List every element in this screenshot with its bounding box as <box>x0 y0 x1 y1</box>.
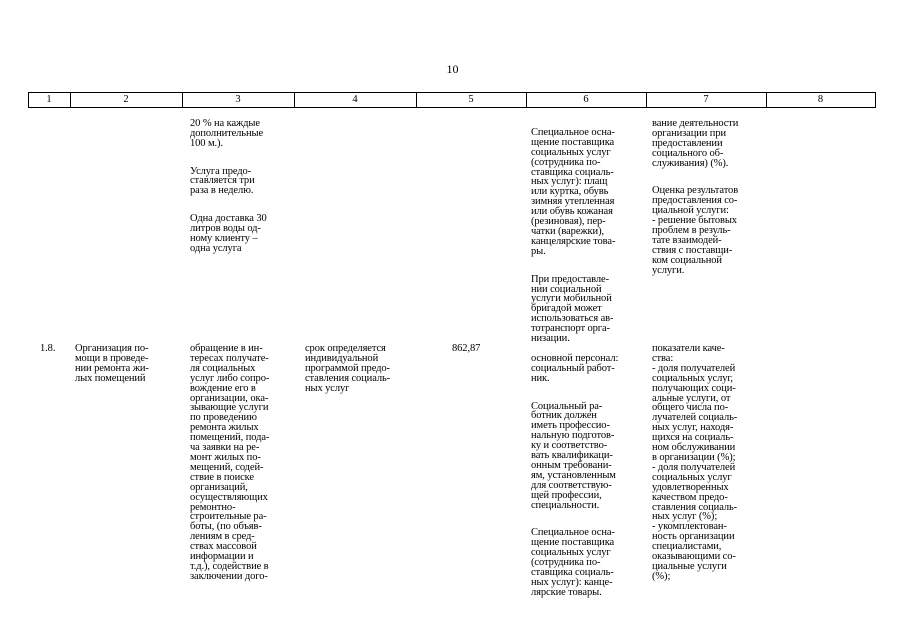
table-border-right <box>875 93 876 107</box>
service-name: Организация по- мощи в проведе- нии ремонта жи- лых помещений <box>75 343 149 384</box>
column-number: 6 <box>583 94 589 105</box>
paragraph: Специальное осна- щение поставщика социальных услуг (сотрудника по- ставщика социаль- ных услуг): плащ или куртка, обувь зимняя утепленная или обувь кожаная (резиновая), пер- чатки (варежки), канцелярские това- ры. <box>531 126 616 257</box>
row-number: 1.8. <box>40 343 56 354</box>
paragraph: Услуга предо- ставляется три раза в неделю. <box>190 165 255 197</box>
column-number: 5 <box>468 94 474 105</box>
table-header-row <box>28 92 876 108</box>
service-description: обращение в ин- тересах получате- ля социальных услуг либо сопро- вождение его в организации, ока- зывающие услуги по проведению ремонта жилых помещений, пода- ча заявки на ре- монт жилых по- мещений, содей- ствие в поиске организаций, осуществляющих ремонтно- строительные ра- боты, (по объяв- лениям в сред- ствах массовой информации и т.д.), содействие в заключении дого- <box>190 343 270 582</box>
paragraph: При предоставле- нии социальной услуги мобильной бригадой может использоваться ав- тотранспорт орга- низации. <box>531 273 614 345</box>
column-number: 2 <box>123 94 129 105</box>
service-conditions <box>531 344 641 608</box>
paragraph: Оценка результатов предоставления со- циальной услуги: - решение бытовых проблем в резуль- тате взаимодей- ствия с поставщи- ком социальной услуги. <box>652 185 739 276</box>
column-number: 4 <box>352 94 358 105</box>
page-number: 10 <box>446 62 459 76</box>
paragraph: вание деятельности организации при предоставлении социального об- служивания) (%). <box>652 117 739 169</box>
quality-indicators: показатели каче- ства: - доля получателей социальных услуг, получающих соци- альные услуги, от общего числа по- лучателей социаль- ных услуг, находя- щихся на социаль- ном обслуживании в организации (%); - доля получателей социальных услуг удовлетворенных качеством предо- ставления социаль- ных услуг (%); - укомплектован- ность организации специалистами, оказывающими со- циальные услуги (%); <box>652 343 738 582</box>
service-price: 862,87 <box>452 343 481 354</box>
service-term: срок определяется индивидуальной программой предо- ставления социаль- ных услуг <box>305 343 391 394</box>
column-number: 7 <box>703 94 709 105</box>
continuation-col7 <box>652 109 767 285</box>
paragraph: Социальный ра- ботник должен иметь профессио- нальную подготов- ку и соответство- вать квалификаци- онным требовани- ям, установленным для соответствую- щей профессии, специальности. <box>531 400 616 511</box>
column-number: 3 <box>235 94 241 105</box>
paragraph: Одна доставка 30 литров воды од- ному клиенту – одна услуга <box>190 213 267 254</box>
column-number: 1 <box>46 94 52 105</box>
paragraph: основной персонал: социальный работ- ник. <box>531 352 619 384</box>
paragraph: 20 % на каждые дополнительные 100 м.). <box>190 117 264 149</box>
column-number: 8 <box>817 94 824 105</box>
continuation-col6 <box>531 118 641 354</box>
continuation-col3 <box>190 109 295 264</box>
paragraph: Специальное осна- щение поставщика социальных услуг (сотрудника по- ставщика социаль- ных услуг): канце- лярские товары. <box>531 527 615 598</box>
